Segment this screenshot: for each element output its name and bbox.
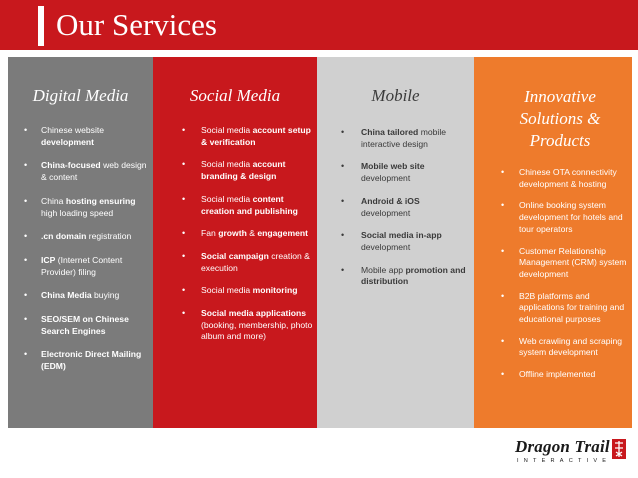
service-item	[8, 196, 149, 219]
logo-subtitle: INTERACTIVE	[517, 458, 612, 464]
bullet-icon: •	[182, 228, 186, 239]
service-item-text: Social media	[201, 159, 253, 170]
service-item-bold-text: Social media in-app	[361, 230, 442, 241]
bullet-icon: •	[501, 167, 505, 177]
service-item-bold-text: content creation and publishing	[201, 193, 298, 216]
service-item	[317, 230, 470, 253]
service-item	[8, 160, 149, 183]
service-item	[153, 251, 313, 274]
service-item	[474, 291, 628, 326]
bullet-icon: •	[501, 245, 505, 256]
service-item	[8, 349, 149, 372]
service-item-text: mobile interactive design	[361, 127, 447, 149]
service-item	[153, 228, 313, 240]
service-item-text: &	[246, 228, 258, 239]
service-item	[474, 369, 628, 381]
service-item-bold-text: .cn domain	[41, 231, 87, 242]
logo-wordmark: Dragon Trail	[515, 437, 610, 456]
service-item	[317, 196, 470, 219]
service-item-text: development	[361, 241, 411, 252]
service-item	[474, 336, 628, 359]
service-item	[474, 246, 628, 281]
service-item-text: high loading speed	[41, 207, 114, 218]
service-list	[153, 125, 313, 354]
service-item-bold-text: ICP	[41, 254, 56, 265]
service-item	[317, 127, 470, 150]
bullet-icon: •	[182, 308, 186, 319]
bullet-icon: •	[24, 125, 28, 135]
bullet-icon: •	[341, 264, 345, 275]
bullet-icon: •	[501, 290, 505, 301]
service-list	[474, 167, 628, 391]
service-item-text: Chinese website	[41, 125, 105, 135]
bullet-icon: •	[341, 195, 345, 206]
service-item-bold-text: Android & iOS	[361, 195, 420, 206]
service-item	[317, 161, 470, 184]
bullet-icon: •	[182, 159, 186, 170]
column-mobile	[317, 57, 474, 428]
service-item-bold-text: growth	[218, 228, 247, 239]
column-title: Social Media	[189, 86, 281, 105]
service-item-bold-text: China Media	[41, 290, 92, 301]
service-item-text: Social media	[201, 193, 253, 204]
bullet-icon: •	[24, 314, 28, 325]
service-item-bold-text: SEO/SEM on Chinese Search Engines	[41, 314, 129, 336]
column-digital-media	[8, 57, 153, 428]
bullet-icon: •	[24, 290, 28, 301]
service-item	[8, 125, 149, 148]
bullet-icon: •	[341, 161, 345, 172]
bullet-icon: •	[501, 200, 505, 211]
service-item-bold-text: monitoring	[252, 285, 298, 296]
bullet-icon: •	[182, 193, 186, 204]
service-item	[474, 167, 628, 190]
service-item-text: registration	[86, 231, 132, 242]
service-item	[8, 231, 149, 243]
seal-icon	[611, 438, 627, 460]
service-item	[153, 159, 313, 182]
bullet-icon: •	[341, 127, 345, 137]
page-title: Our Services	[56, 7, 217, 42]
bullet-icon: •	[501, 335, 505, 346]
service-item-bold-text: account branding & design	[201, 159, 286, 182]
service-item	[8, 290, 149, 302]
service-item-text: creation & execution	[201, 250, 310, 273]
service-item-bold-text: development	[41, 136, 95, 147]
service-item	[153, 285, 313, 297]
service-item-text: Chinese OTA connectivity development & hosting	[519, 167, 617, 189]
service-item-text: Social media	[201, 125, 253, 135]
service-item-text: development	[361, 207, 411, 218]
service-item-bold-text: promotion and distribution	[361, 264, 466, 287]
service-item-text: (booking, membership, photo album and more)	[201, 319, 313, 342]
service-item-bold-text: China tailored	[361, 127, 419, 137]
bullet-icon: •	[24, 254, 28, 265]
service-item	[474, 200, 628, 235]
bullet-icon: •	[24, 160, 28, 171]
service-item-text: Customer Relationship Management (CRM) system development	[519, 245, 627, 279]
service-item-bold-text: engagement	[257, 228, 308, 239]
service-item	[153, 125, 313, 148]
service-item-text: (Internet Content Provider) filing	[41, 254, 123, 277]
bullet-icon: •	[182, 250, 186, 261]
column-title: Digital Media	[32, 86, 129, 105]
header-bar	[0, 0, 638, 50]
service-item-bold-text: account setup & verification	[201, 125, 311, 147]
service-item-text: Fan	[201, 228, 219, 239]
bullet-icon: •	[182, 125, 186, 135]
service-item-text: buying	[91, 290, 120, 301]
column-social-media	[153, 57, 317, 428]
service-item-text: web design & content	[41, 160, 147, 183]
bullet-icon: •	[24, 349, 28, 360]
service-item	[8, 255, 149, 278]
service-item-text: B2B platforms and applications for training and educational purposes	[519, 290, 625, 325]
bullet-icon: •	[501, 369, 505, 380]
bullet-icon: •	[341, 230, 345, 241]
service-item-bold-text: Social media applications	[201, 308, 307, 319]
service-item-text: Offline implemented	[519, 369, 596, 380]
dragon-trail-logo	[509, 434, 629, 472]
service-item-bold-text: Electronic Direct Mailing (EDM)	[41, 349, 142, 372]
service-item-text: Mobile app	[361, 264, 406, 275]
column-title: Innovative Solutions & Products	[519, 87, 601, 150]
service-item-bold-text: China-focused	[41, 160, 101, 171]
service-item-bold-text: Social campaign	[201, 250, 269, 261]
service-list	[317, 127, 470, 299]
service-item	[153, 308, 313, 343]
service-item-text: development	[361, 173, 411, 184]
service-item	[317, 265, 470, 288]
header-accent-stripe	[38, 6, 44, 46]
service-item-bold-text: hosting ensuring	[65, 195, 136, 206]
service-item-text: Social media	[201, 285, 253, 296]
column-title: Mobile	[371, 86, 420, 105]
service-list	[8, 125, 149, 385]
bullet-icon: •	[24, 195, 28, 206]
service-item-text: China	[41, 195, 66, 206]
service-item-text: Web crawling and scraping system development	[519, 335, 623, 358]
service-item	[153, 194, 313, 217]
bullet-icon: •	[182, 285, 186, 296]
service-item	[8, 314, 149, 337]
bullet-icon: •	[24, 231, 28, 242]
service-item-text: Online booking system development for hotels and tour operators	[519, 200, 623, 234]
service-item-bold-text: Mobile web site	[361, 161, 425, 172]
column-innovative-solutions	[474, 57, 632, 428]
